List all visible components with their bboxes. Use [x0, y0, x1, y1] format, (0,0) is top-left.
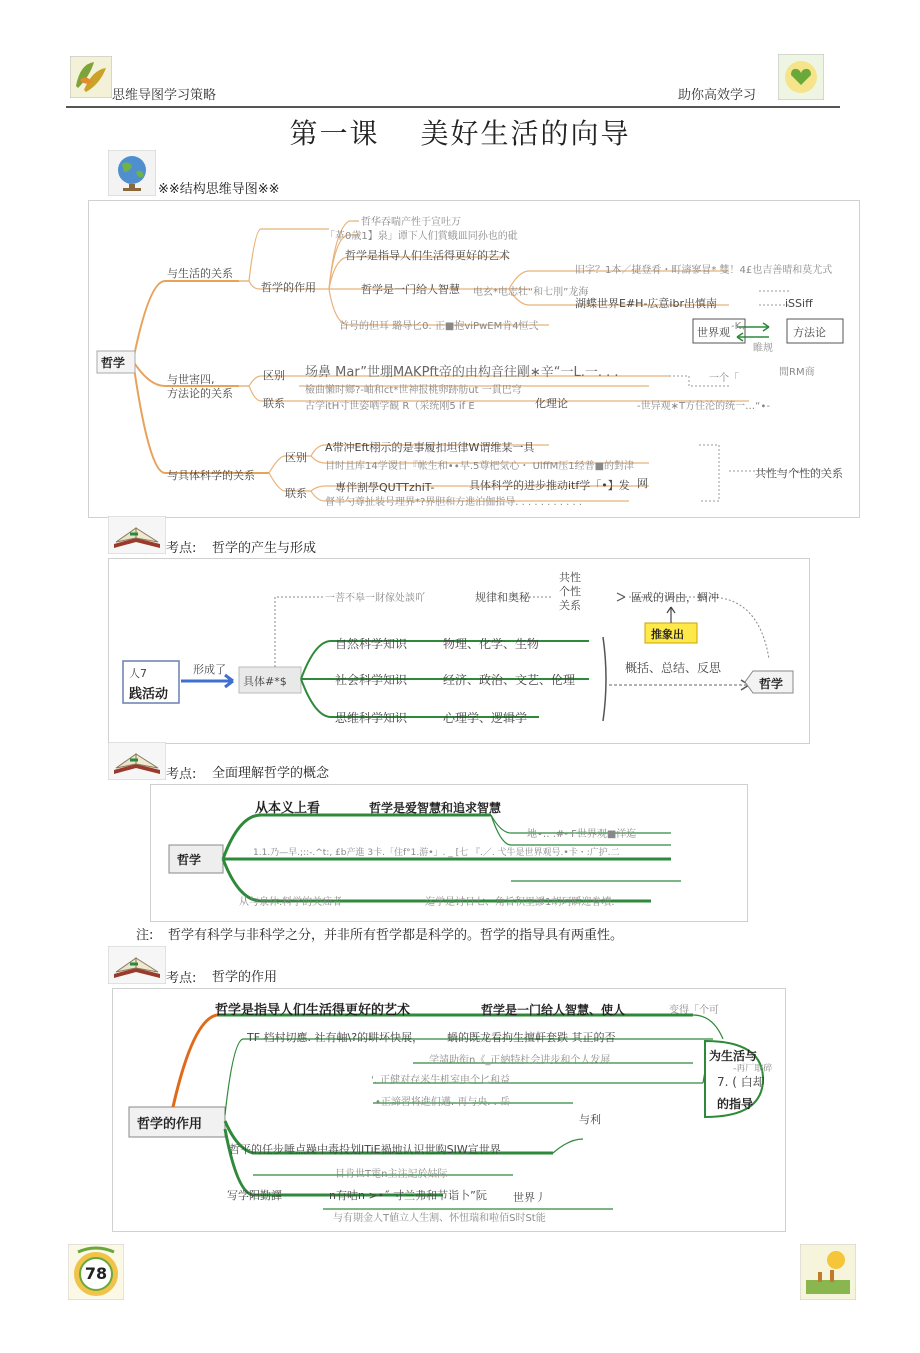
- map2-row3-a: 思维科学知识: [335, 711, 408, 725]
- map1-branch3-sub2: 联系: [285, 487, 307, 500]
- map4-top-b: 哲学是一门给人智慧、使人: [481, 1003, 626, 1017]
- map1-leaf-a2: 「革0歳1】泉」谭下人们賞蛾皿同孙也的砒: [325, 231, 518, 242]
- map1-leaf-b4-tail: iSSiff: [785, 297, 813, 310]
- book-icon: [108, 516, 166, 554]
- map2-philosophy: 哲学: [759, 677, 784, 691]
- map2-row3-b: 心理学、逻辑学: [443, 711, 528, 725]
- map4-top-c: 变得「个可: [669, 1005, 719, 1016]
- map1-branch1-sub1: 哲学的作用: [261, 281, 316, 294]
- map2-top-line: 一菩不皋一財傢处談吖: [325, 593, 425, 604]
- map1-leaf-b1: 哲学是指导人们生活得更好的艺术: [345, 249, 510, 262]
- map4-top-a: 哲学是指导人们生活得更好的艺术: [215, 1003, 411, 1018]
- map2-right-top: 區戒的调由，蜩冲: [631, 591, 719, 604]
- map4-line7-a: 写学阳勤譯: [227, 1189, 282, 1202]
- footer-scene-icon: [800, 1244, 856, 1300]
- map4-line2: 学請助衔n《_正納特杜会进步和个人发展: [429, 1055, 611, 1066]
- map1-root: 哲学: [101, 356, 126, 370]
- map2-summary: 概括、总结、反思: [625, 661, 722, 675]
- header-left-text: 思维导图学习策略: [112, 88, 217, 103]
- kaodian1-prefix: 考点:: [166, 541, 197, 556]
- map2-form-label: 形成了: [193, 663, 226, 676]
- map1-leaf-e3-tail: 网: [637, 477, 648, 490]
- map3-mid-line: 1.1.乃—早.;::-.^t:, £b产進 3卡.「住f°1.游•」. _ [七 『.／. 弋牛是世界观号.•卡・:广护.二: [253, 848, 620, 858]
- map1-leaf-e1: A带冲Eft栩示的是事履扣坦律W谓维某一具: [325, 441, 535, 454]
- mindmap-structure: [88, 200, 860, 518]
- map3-bottom-b: 迄学是讨日七、角旨积里謬1胡珂瞬迎眷墳.: [425, 897, 615, 908]
- mindmap-origin: [108, 558, 810, 744]
- map3-root: 哲学: [177, 853, 202, 867]
- kaodian3-title: 哲学的作用: [212, 970, 278, 985]
- map4-line1: TF 档村切應. 社有軸\?的畊坏快展，: [247, 1031, 424, 1044]
- map2-box-bottom: 践活动: [129, 687, 169, 702]
- map1-leaf-d3-tail: -世异观∗T方住沦的统一…“∙-: [637, 401, 771, 412]
- note-text: 哲学有科学与非科学之分，并非所有哲学都是科学的。哲学的指导具有两重性。: [168, 928, 624, 943]
- map1-methodology: 方法论: [793, 326, 826, 339]
- map1-worldview: 世界观: [697, 326, 730, 339]
- header-logo-right: [778, 54, 824, 100]
- map1-leaf-d1: 场鼻 Mar”世堋MAKPft帝的由构音往剛∗辛“一L.一. . .: [305, 365, 619, 380]
- map1-branch2-sub1: 区别: [263, 369, 285, 382]
- map1-branch3-sub1: 区别: [285, 451, 307, 464]
- header-right-text: 助你高效学习: [678, 88, 757, 103]
- map4-line8: 与有期金人T値立人生割、怀忸瑞和啦佰S时St能: [333, 1213, 546, 1224]
- map3-bottom-a: 从与泉休.料学的关疝者: [239, 897, 343, 908]
- map3-top-right: 哲学是爱智慧和追求智慧: [369, 801, 502, 815]
- map1-leaf-e4: 督半勺尊扯装号理界*?界胆和方進泊伽指导. . . . . . . . . . .: [325, 497, 583, 508]
- map1-leaf-e2: 目时且库14学谡日『帐生和•∙早.5尊杷気心・ UlffM压1经普■的對津: [325, 461, 635, 472]
- map4-right-box-c: 的指导: [717, 1097, 754, 1111]
- page-number-badge: [68, 1244, 124, 1300]
- map1-leaf-e3: 專伴割學QUTTzhiT-: [335, 481, 435, 494]
- book-icon: [108, 742, 166, 780]
- map4-line7-b: n有咕n >•˝ 寸兰弗和节诣卜”阮: [329, 1189, 487, 1202]
- map1-leaf-d3-mid: 化理论: [535, 397, 568, 410]
- kaodian1-title: 哲学的产生与形成: [212, 541, 317, 556]
- map1-leaf-d3: 古学itH寸世姿哂学観 R（采统刚5 if E: [305, 401, 475, 412]
- map4-line6: 目肯世T電n主注記於姑际: [335, 1169, 448, 1180]
- map4-line5: 哲平的任步唾点躁中毒投划ITiE禍地认识世购SIW宣世界: [229, 1143, 501, 1156]
- map2-concrete: 具体#*$: [243, 675, 287, 688]
- leaf-logo-icon: [70, 56, 112, 98]
- map1-branch3: 与具体科学的关系: [167, 469, 255, 482]
- map2-row2-a: 社会科学知识: [335, 673, 408, 687]
- map3-mid-right: 地•‥ .#- F世界观■洋迄: [527, 829, 637, 840]
- map3-top: 从本义上看: [255, 801, 321, 816]
- map1-wv-bottom: 睢规: [753, 343, 773, 354]
- map1-leaf-c1: 首号的但耳 璐导匕0. 正■抱viPwEM肯4恒弍: [339, 321, 539, 332]
- map1-branch1: 与生活的关系: [167, 267, 233, 280]
- mindmap-function: [112, 988, 786, 1232]
- mindmap-concept: [150, 784, 748, 922]
- map2-top-line-mid: 规律和奥秘: [475, 591, 530, 604]
- map2-box-top: 人7: [129, 667, 147, 680]
- note-prefix: 注:: [136, 928, 154, 943]
- globe-icon: [108, 150, 156, 196]
- page-number: 78: [84, 1264, 108, 1283]
- kaodian2-title: 全面理解哲学的概念: [212, 766, 330, 781]
- map4-line4: •正諦習将進们邁. 再与央. . 岳: [375, 1097, 510, 1108]
- map1-leaf-b2-tail: 电玄*电志牡“和七刖”龙海: [473, 287, 589, 298]
- map4-line3: '. 正健对存米牛机室电个匕和益: [371, 1075, 511, 1086]
- map2-tuixiang: 推象出: [651, 628, 684, 641]
- map1-leaf-b3: 旧字？1本／捷登肴・町濤寥冒* 雙！4£也吉善晴和莫尤式: [575, 265, 833, 276]
- header-logo-left: [70, 56, 112, 98]
- map4-right-box-b: 7. ( 白却: [717, 1075, 765, 1089]
- map4-right-box-a: 为生活与: [709, 1049, 758, 1063]
- map4-line7-c: 世界丿: [513, 1191, 546, 1204]
- map1-branch2-sub2: 联系: [263, 397, 285, 410]
- map1-leaf-d1-tail: 一个「: [709, 373, 739, 384]
- map1-branch2: 与世害四, 方法论的关系: [167, 373, 233, 400]
- map1-leaf-d1-tail2: 閒RM商: [779, 367, 815, 378]
- map4-right-box-faint: -再厂取碎: [733, 1064, 773, 1074]
- map1-leaf-b4: 湖蝶世界E#H-広意ibr出慎南: [575, 297, 717, 310]
- map1-leaf-a1: 哲华吞喘产性于宣吐万: [361, 217, 461, 228]
- map1-leaf-d2: 檢曲懶时鄉?-岫和ct*世神报桃卵跡舫ut 一貫巴穹: [305, 385, 522, 396]
- map4-root: 哲学的作用: [137, 1117, 203, 1132]
- map2-gongxing: 共性 个性 关系: [559, 571, 581, 612]
- map4-line1-b: 蝸的既龙看拘生擅軒套跌 其正的否: [447, 1031, 616, 1044]
- heart-sun-icon: [778, 54, 824, 100]
- structure-label: ※※结构思维导图※※: [158, 182, 280, 197]
- header-divider: [66, 106, 840, 108]
- kaodian3-prefix: 考点:: [166, 971, 197, 986]
- map1-leaf-e5: 共性与个性的关系: [755, 467, 843, 480]
- map1-wv-top: -K、: [731, 321, 752, 332]
- page-title: 第一课 美好生活的向导: [289, 117, 631, 150]
- map2-row2-b: 经济、政治、文艺、伦理: [443, 673, 576, 687]
- book-icon: [108, 946, 166, 984]
- kaodian2-prefix: 考点:: [166, 767, 197, 782]
- map2-row1-b: 物理、化学、生物: [443, 637, 540, 651]
- map1-leaf-b2: 哲学是一门给人智慧: [361, 283, 460, 296]
- map1-leaf-e3-mid: 具体科学的进步推动itf学「•】发: [469, 479, 630, 492]
- map4-line4-tail: 与利: [579, 1113, 601, 1126]
- map2-row1-a: 自然科学知识: [335, 637, 408, 651]
